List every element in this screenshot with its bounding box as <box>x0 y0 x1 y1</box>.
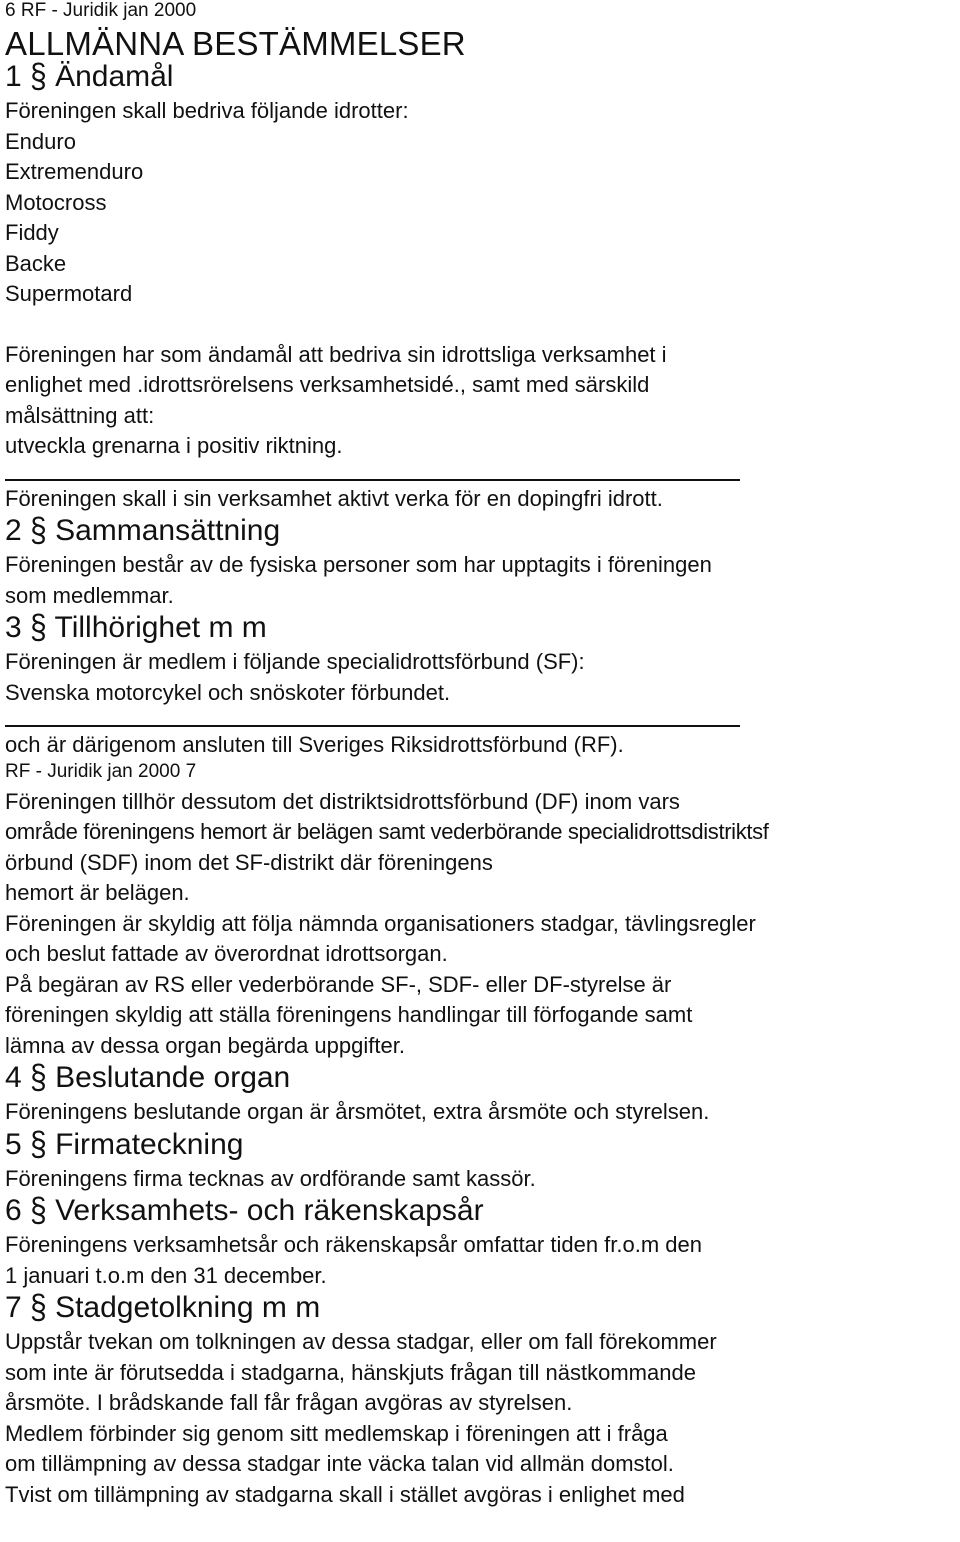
section-number: 3 <box>5 611 22 644</box>
section-sign-icon: § <box>30 608 47 647</box>
paragraph <box>5 550 957 611</box>
section-sign-icon: § <box>30 1124 47 1163</box>
text-line: utveckla grenarna i positiv riktning. <box>5 433 343 458</box>
text-line: område föreningens hemort är belägen samt vederbörande specialidrottsdistriktsf <box>5 819 769 844</box>
paragraph <box>5 1327 957 1510</box>
text-line: hemort är belägen. <box>5 880 190 905</box>
text-line: målsättning att: <box>5 402 155 428</box>
section-number: 6 <box>5 1194 22 1227</box>
text-line: Föreningen är skyldig att följa nämnda organisationers stadgar, tävlingsregler <box>5 910 756 936</box>
paragraph: Föreningens firma tecknas av ordförande samt kassör. <box>5 1165 536 1191</box>
section-number: 2 <box>5 514 22 547</box>
section-title: Verksamhets- och räkenskapsår <box>55 1194 484 1227</box>
rule-line <box>5 725 740 727</box>
text-line: Föreningen består av de fysiska personer som har upptagits i föreningen <box>5 552 712 577</box>
section-heading-7 <box>5 1288 957 1327</box>
sport-list <box>5 127 957 310</box>
spacer <box>5 310 957 340</box>
paragraph: Föreningen skall bedriva följande idrotter: <box>5 98 409 123</box>
text-line: som inte är förutsedda i stadgarna, hänskjuts frågan till nästkommande <box>5 1359 696 1385</box>
document-page <box>5 0 957 1510</box>
section-heading-5 <box>5 1124 957 1164</box>
section-title: Beslutande organ <box>55 1061 291 1094</box>
list-item: Enduro <box>5 128 76 154</box>
list-item: Extremenduro <box>5 159 144 184</box>
section-title: Tillhörighet m m <box>54 611 267 644</box>
section-heading-6 <box>5 1191 957 1230</box>
section-sign-icon: § <box>30 511 47 550</box>
text-line: Föreningen är medlem i följande specialidrottsförbund (SF): <box>5 649 585 674</box>
text-line: örbund (SDF) inom det SF-distrikt där föreningens <box>5 849 493 875</box>
text-line: som medlemmar. <box>5 582 174 608</box>
list-item: Fiddy <box>5 220 59 245</box>
text-line: Medlem förbinder sig genom sitt medlemskap i föreningen att i fråga <box>5 1420 668 1446</box>
text-line: 1 januari t.o.m den 31 december. <box>5 1262 327 1288</box>
text-line: om tillämpning av dessa stadgar inte väcka talan vid allmän domstol. <box>5 1451 674 1476</box>
document-title: ALLMÄNNA BESTÄMMELSER <box>5 25 466 62</box>
text-line: enlighet med .idrottsrörelsens verksamhetsidé., samt med särskild <box>5 372 650 397</box>
paragraph <box>5 1230 957 1291</box>
text-line: årsmöte. I brådskande fall får frågan avgöras av styrelsen. <box>5 1390 573 1415</box>
paragraph: Föreningens beslutande organ är årsmötet, extra årsmöte och styrelsen. <box>5 1099 710 1124</box>
list-item: Motocross <box>5 189 107 215</box>
paragraph <box>5 787 957 1062</box>
section-heading-1 <box>5 57 957 96</box>
section-sign-icon: § <box>30 1058 47 1097</box>
text-line: Föreningens verksamhetsår och räkenskapsår omfattar tiden fr.o.m den <box>5 1232 703 1257</box>
section-number: 5 <box>5 1127 22 1161</box>
blank-line <box>5 708 957 730</box>
section-sign-icon: § <box>30 1288 47 1327</box>
section-sign-icon: § <box>30 57 47 96</box>
paragraph <box>5 647 957 708</box>
list-item: Supermotard <box>5 281 133 306</box>
page-header: 6 RF - Juridik jan 2000 <box>5 0 197 21</box>
section-sign-icon: § <box>30 1191 47 1230</box>
text-line: Föreningen har som ändamål att bedriva sin idrottsliga verksamhet i <box>5 341 667 367</box>
text-line: Svenska motorcykel och snöskoter förbundet. <box>5 679 451 705</box>
text-line: och beslut fattade av överordnat idrottsorgan. <box>5 941 448 966</box>
section-number: 4 <box>5 1061 22 1094</box>
page-header: RF - Juridik jan 2000 7 <box>5 760 197 782</box>
section-number: 7 <box>5 1291 22 1324</box>
rule-line <box>5 479 740 481</box>
text-line: Tvist om tillämpning av stadgarna skall i stället avgöras i enlighet med <box>5 1481 685 1507</box>
text-line: lämna av dessa organ begärda uppgifter. <box>5 1032 405 1058</box>
text-line: Föreningen tillhör dessutom det distriktsidrottsförbund (DF) inom vars <box>5 788 680 814</box>
section-heading-4 <box>5 1058 957 1097</box>
text-line: På begäran av RS eller vederbörande SF-, SDF- eller DF-styrelse är <box>5 971 672 997</box>
section-title: Firmateckning <box>55 1127 244 1161</box>
text-line: föreningen skyldig att ställa föreningens handlingar till förfogande samt <box>5 1002 693 1027</box>
section-title: Ändamål <box>55 60 174 93</box>
text-line: Uppstår tvekan om tolkningen av dessa stadgar, eller om fall förekommer <box>5 1329 717 1354</box>
section-number: 1 <box>5 60 22 93</box>
section-title: Stadgetolkning m m <box>55 1291 321 1324</box>
section-heading-3 <box>5 608 957 647</box>
blank-line <box>5 462 957 484</box>
section-title: Sammansättning <box>55 514 281 547</box>
section-heading-2 <box>5 511 957 550</box>
paragraph: Föreningen skall i sin verksamhet aktivt verka för en dopingfri idrott. <box>5 485 663 511</box>
paragraph: och är därigenom ansluten till Sveriges Riksidrottsförbund (RF). <box>5 732 624 757</box>
paragraph <box>5 340 957 462</box>
list-item: Backe <box>5 250 67 276</box>
